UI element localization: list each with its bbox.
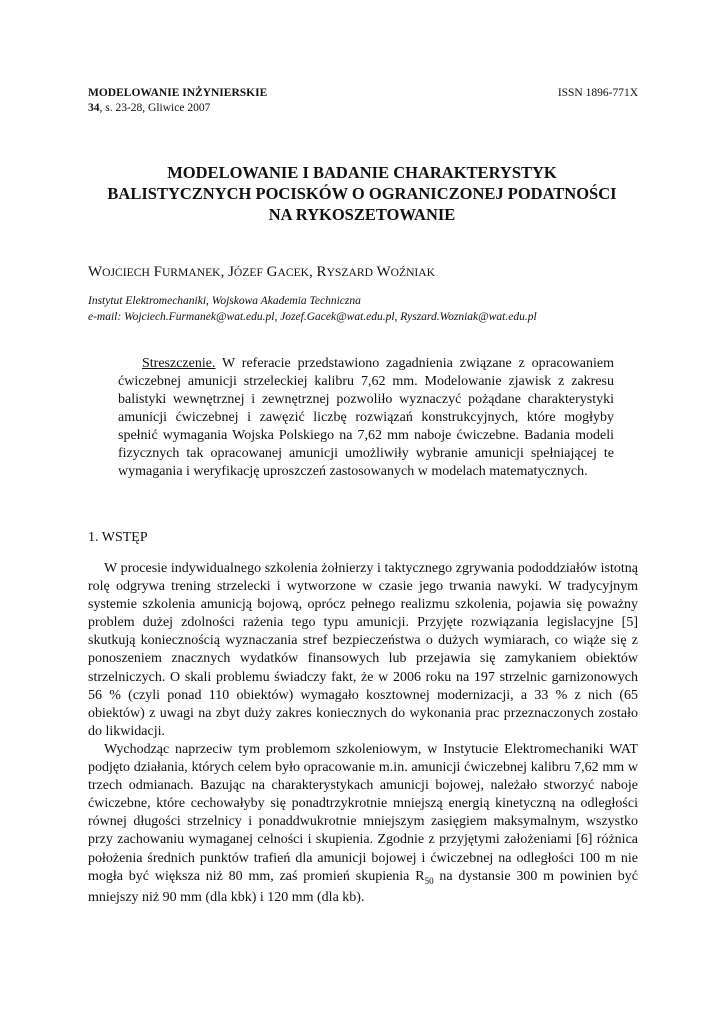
institute: Instytut Elektromechaniki, Wojskowa Akademia Techniczna xyxy=(88,295,361,307)
abstract-label: Streszczenie. xyxy=(142,356,216,371)
title-line-2: BALISTYCZNYCH POCISKÓW O OGRANICZONEJ PODATNOŚCI xyxy=(107,184,617,203)
symbol-r50: $R_{50}$ xyxy=(415,868,434,886)
section-heading: 1. WSTĘP xyxy=(88,530,148,545)
email-line: e-mail: Wojciech.Furmanek@wat.edu.pl, Jozef.Gacek@wat.edu.pl, Ryszard.Wozniak@wat.edu.pl xyxy=(88,311,537,323)
paragraph-2 xyxy=(88,741,638,908)
author-2: JÓZEF GACEK xyxy=(228,264,310,280)
abstract xyxy=(118,355,614,481)
volume-info xyxy=(88,101,638,116)
affiliation xyxy=(88,293,668,325)
paragraph-2-text: Wychodząc naprzeciw tym problemom szkoleniowym, w Instytucie Elektromechaniki WAT podjęto działania, których celem było opracowanie m.in. amunicji ćwiczebnej kalibru 7,62 mm w trzech odmianach. Bazując na charakterystykach amunicji bojowej, należało stworzyć naboje ćwiczebne, które cechowałyby się ponadtrzykrotnie mniejszą energią kinetyczną na odległości równej długości strzelnicy i ponaddwukrotnie mniejszym zasięgiem maksymalnym, wszystko przy zachowaniu wymaganej celności i skupienia. Zgodnie z przyjętymi założeniami [6] różnica położenia średnich punktów trafień dla amunicji bojowej i ćwiczebnej na odległości 100 m nie mogła być większa niż 80 mm, zaś promień skupienia xyxy=(88,741,638,884)
journal-name: MODELOWANIE INŻYNIERSKIE xyxy=(88,87,268,99)
author-3: RYSZARD WOŹNIAK xyxy=(316,264,436,280)
volume-number: 34 xyxy=(88,102,100,114)
abstract-text: W referacie przedstawiono zagadnienia związane z opracowaniem ćwiczebnej amunicji strzeleckiej kalibru 7,62 mm. Modelowanie zjawisk z zakresu balistyki wewnętrznej i zewnętrznej pozwoliło wyznaczyć pożądane charakterystyki amunicji ćwiczebnej i zawęzić liczbę rozwiązań konstrukcyjnych, które mogłyby spełnić wymagania Wojska Polskiego na 7,62 mm naboje ćwiczebne. Badania modeli fizycznych tak opracowanej amunicji umożliwiły wybranie amunicji spełniającej te wymagania i weryfikację uproszczeń zastosowanych w modelach matematycznych. xyxy=(118,356,614,479)
author-1: WOJCIECH FURMANEK xyxy=(88,264,221,280)
journal-header xyxy=(88,86,638,116)
title-line-1: MODELOWANIE I BADANIE CHARAKTERYSTYK xyxy=(167,163,557,182)
paragraph-2-end: na dystansie 300 m powinien być mniejszy niż 90 mm (dla kbk) i 120 mm (dla kb). xyxy=(88,868,639,906)
paragraph-1: W procesie indywidualnego szkolenia żołnierzy i taktycznego zgrywania pododdziałów istotną rolę odgrywa trening strzelecki i wytworzone w czasie jego trwania nawyki. W tradycyjnym systemie szkolenia amunicją bojową, oprócz pełnego realizmu szkolenia, pojawia się poważny problem dużej zdolności rażenia tego typu amunicji. Przyjęte rozwiązania legislacyjne [5] skutkują koniecznością wyznaczania stref bezpieczeństwa o dużych wymiarach, co wiąże się z ponoszeniem znacznych wydatków finansowych lub przejawia się zamykaniem obiektów strzelniczych. O skali problemu świadczy fakt, że w 2006 roku na 197 strzelnic garnizonowych 56 % (czyli ponad 110 obiektów) wymagało kosztownej modernizacji, a 33 % z nich (65 obiektów) z uwagi na zbyt duży zakres koniecznych do wykonania prac przeznaczonych zostało do likwidacji. xyxy=(88,561,638,739)
volume-pages: , s. 23-28, Gliwice 2007 xyxy=(99,102,211,114)
body-text xyxy=(88,560,638,908)
author-list: WOJCIECH FURMANEK, JÓZEF GACEK, RYSZARD WOŹNIAK xyxy=(88,264,436,280)
paper-title xyxy=(88,162,636,225)
title-line-3: NA RYKOSZETOWANIE xyxy=(268,205,456,224)
issn: ISSN 1896-771X xyxy=(557,87,638,99)
